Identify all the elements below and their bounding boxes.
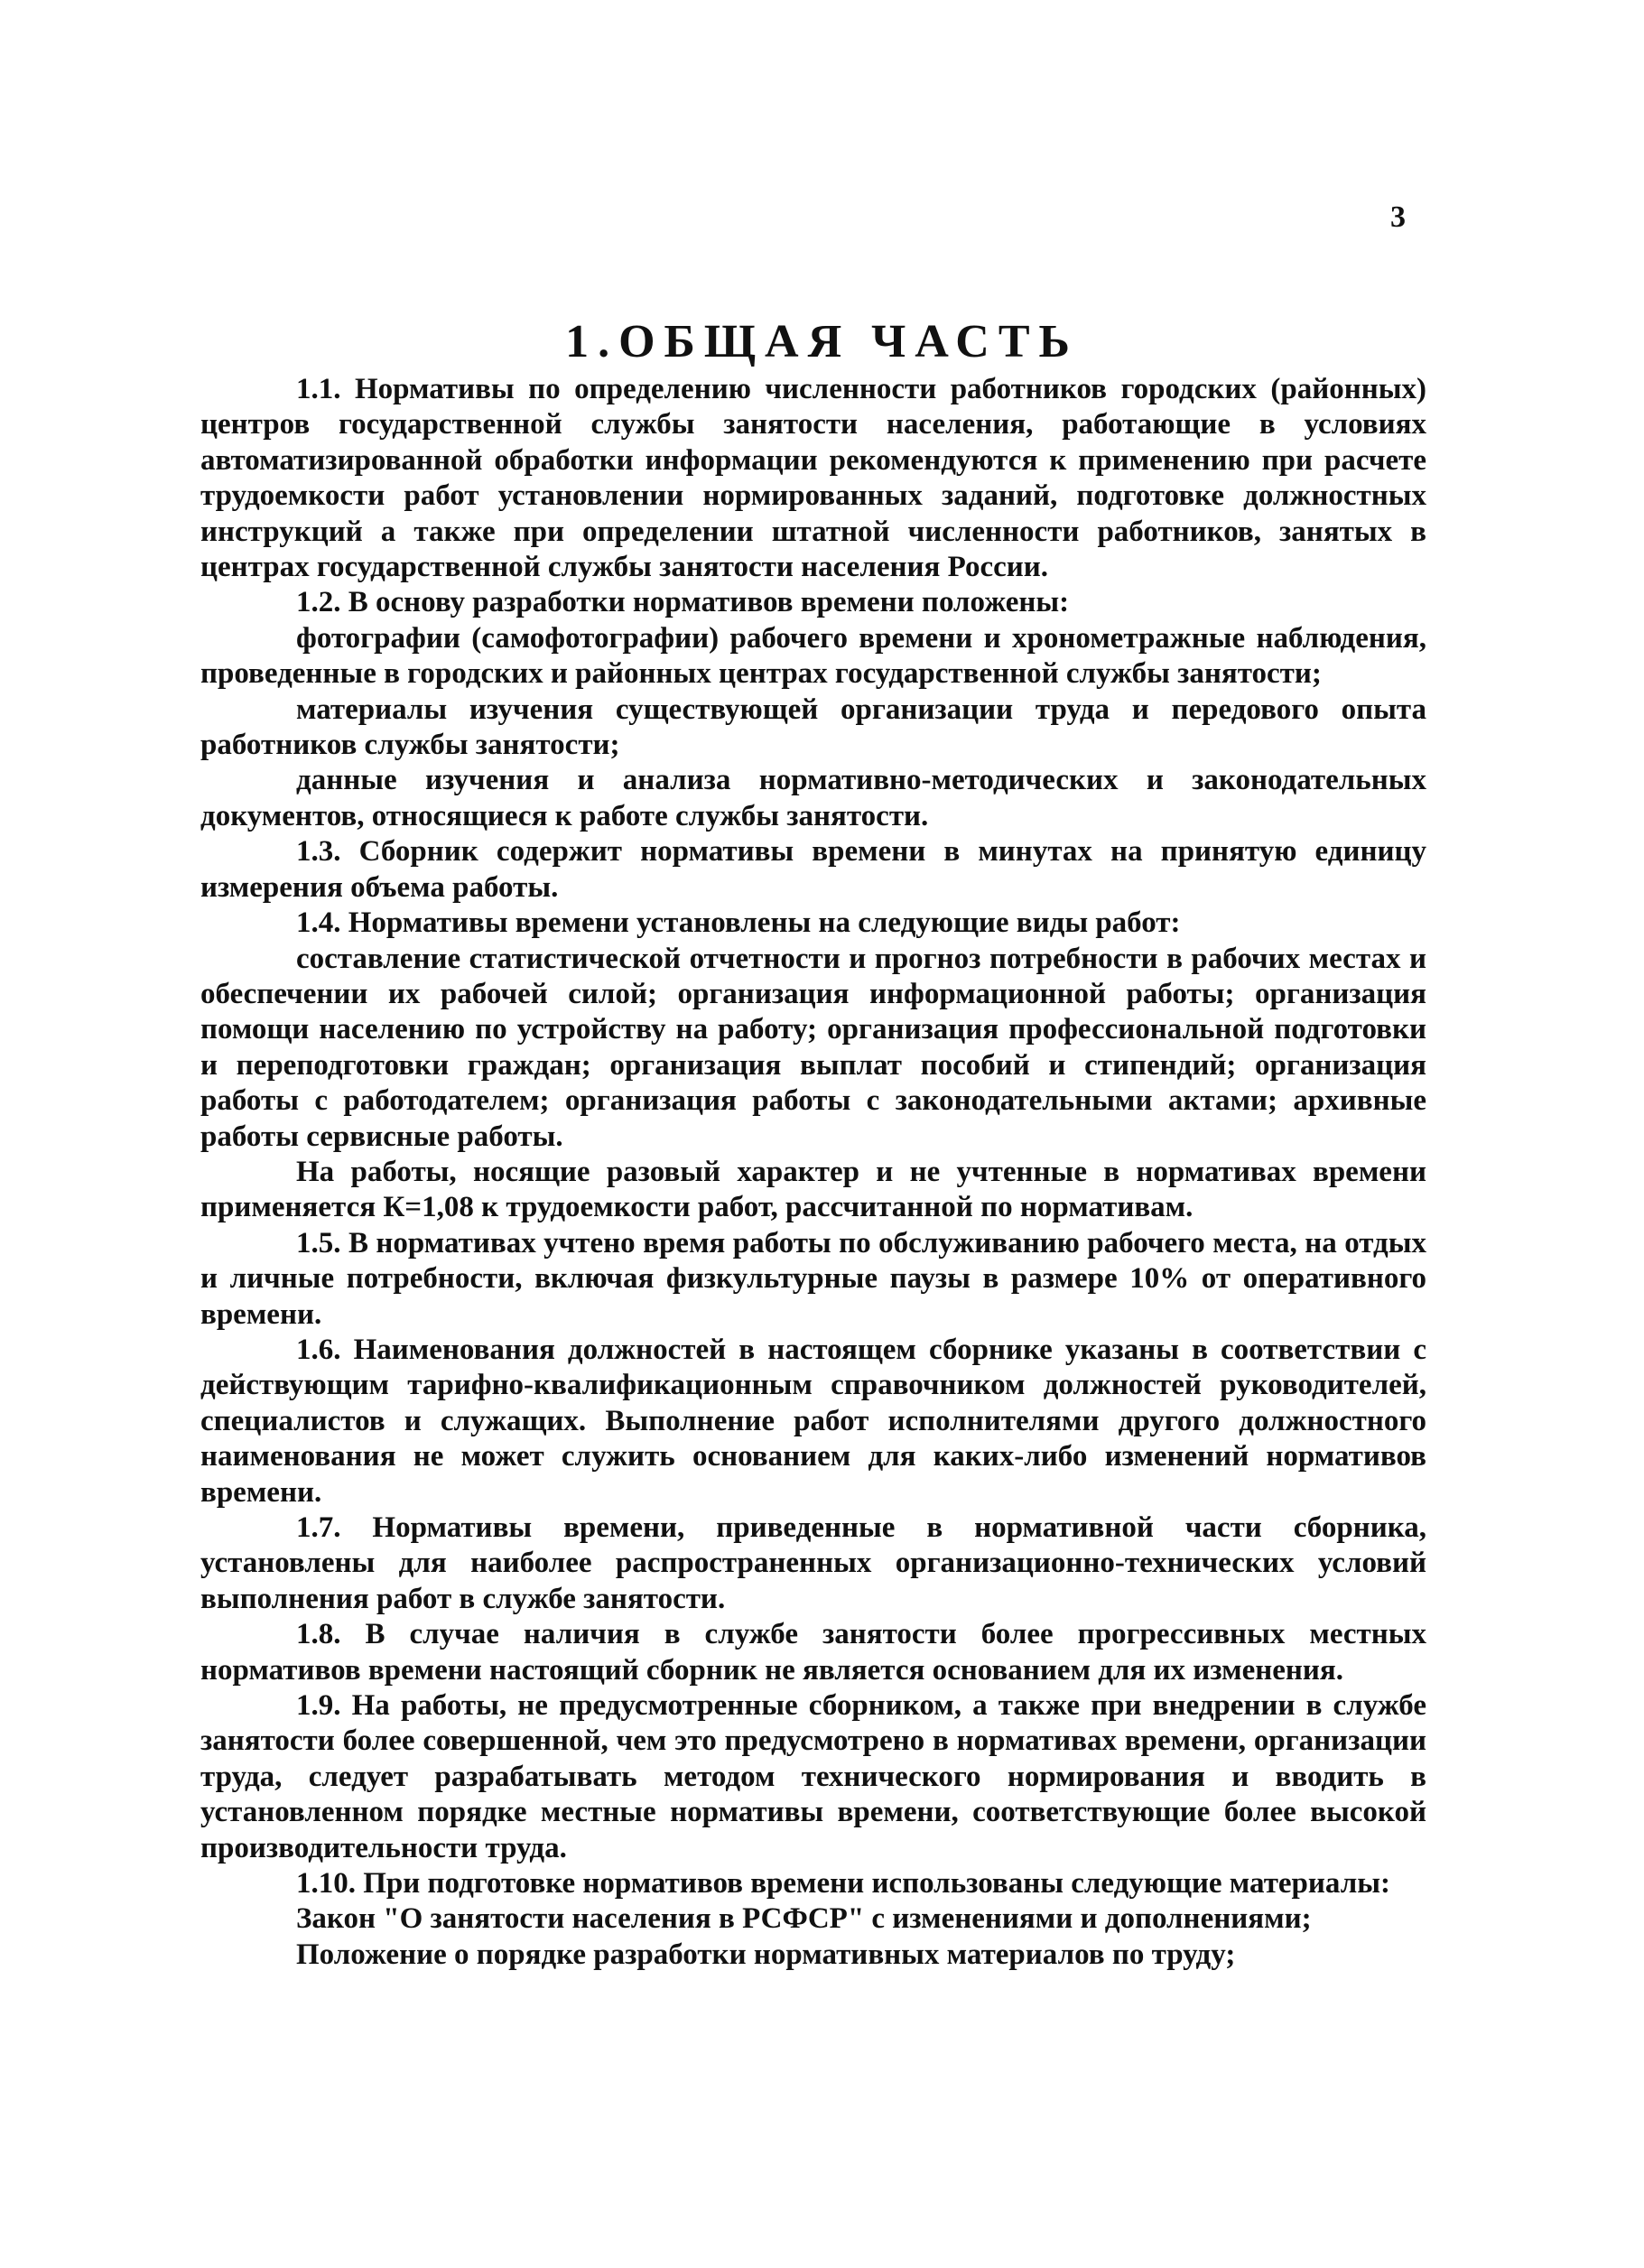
paragraph-1-10: 1.10. При подготовке нормативов времени использованы следующие материалы: [296, 1867, 1390, 1901]
paragraph-1-8: 1.8. В случае наличия в службе занятости более прогрессивных местных нормативов времени настоящий сборник не является основанием для их изменения. [200, 1618, 1426, 1687]
paragraph-1-2: 1.2. В основу разработки нормативов времени положены: [296, 586, 1070, 619]
paragraph-1-3: 1.3. Сборник содержит нормативы времени в минутах на принятую единицу измерения объема работы. [200, 835, 1426, 904]
paragraph-1-2-item-photos: фотографии (самофотографии) рабочего времени и хронометражные наблюдения, проведенные в городских и районных центрах государственной службы занятости; [200, 621, 1426, 691]
paragraph-1-4-work-types: составление статистической отчетности и прогноз потребности в рабочих местах и обеспечении их рабочей силой; организация информационной работы; организация помощи населению по устройству на работу; организация профессиональной подготовки и переподготовки граждан; организация выплат пособий и стипендий; организация работы с работодателем; организация работы с законодательными актами; архивные работы сервисные работы. [200, 942, 1426, 1153]
paragraph-1-10-law: Закон "О занятости населения в РСФСР" с изменениями и дополнениями; [296, 1902, 1312, 1936]
paragraph-1-6: 1.6. Наименования должностей в настоящем сборнике указаны в соответствии с действующим тарифно-квалификационным справочником должностей руководителей, специалистов и служащих. Выполнение работ исполнителями другого должностного наименования не может служить основанием для каких-либо изменений нормативов времени. [200, 1333, 1426, 1509]
document-body [200, 372, 1426, 1973]
paragraph-1-9: 1.9. На работы, не предусмотренные сборником, а также при внедрении в службе занятости более совершенной, чем это предусмотрено в нормативах времени, организации труда, следует разрабатывать методом технического нормирования и вводить в установленном порядке местные нормативы времени, соответствующие более высокой производительности труда. [200, 1689, 1426, 1864]
paragraph-1-7: 1.7. Нормативы времени, приведенные в нормативной части сборника, установлены для наиболее распространенных организационно-технических условий выполнения работ в службе занятости. [200, 1511, 1426, 1615]
paragraph-1-1: 1.1. Нормативы по определению численности работников городских (районных) центров государственной службы занятости населения, работающие в условиях автоматизированной обработки информации рекомендуются к применению при расчете трудоемкости работ установлении нормированных заданий, подготовке должностных инструкций а также при определении штатной численности работников, занятых в центрах государственной службы занятости населения России. [200, 373, 1426, 584]
paragraph-1-2-item-analysis: данные изучения и анализа нормативно-методических и законодательных документов, относящиеся к работе службы занятости. [200, 764, 1426, 832]
paragraph-1-5: 1.5. В нормативах учтено время работы по обслуживанию рабочего места, на отдых и личные потребности, включая физкультурные паузы в размере 10% от оперативного времени. [200, 1226, 1426, 1331]
page-number: 3 [1390, 200, 1406, 234]
paragraph-1-4: 1.4. Нормативы времени установлены на следующие виды работ: [296, 906, 1181, 940]
section-title: 1.ОБЩАЯ ЧАСТЬ [565, 315, 1079, 367]
paragraph-1-2-item-materials: материалы изучения существующей организации труда и передового опыта работников службы занятости; [200, 692, 1426, 762]
paragraph-1-4-coefficient: На работы, носящие разовый характер и не учтенные в нормативах времени применяется К=1,08 к трудоемкости работ, рассчитанной по нормативам. [200, 1155, 1426, 1224]
paragraph-1-10-regulation: Положение о порядке разработки нормативных материалов по труду; [296, 1938, 1236, 1971]
